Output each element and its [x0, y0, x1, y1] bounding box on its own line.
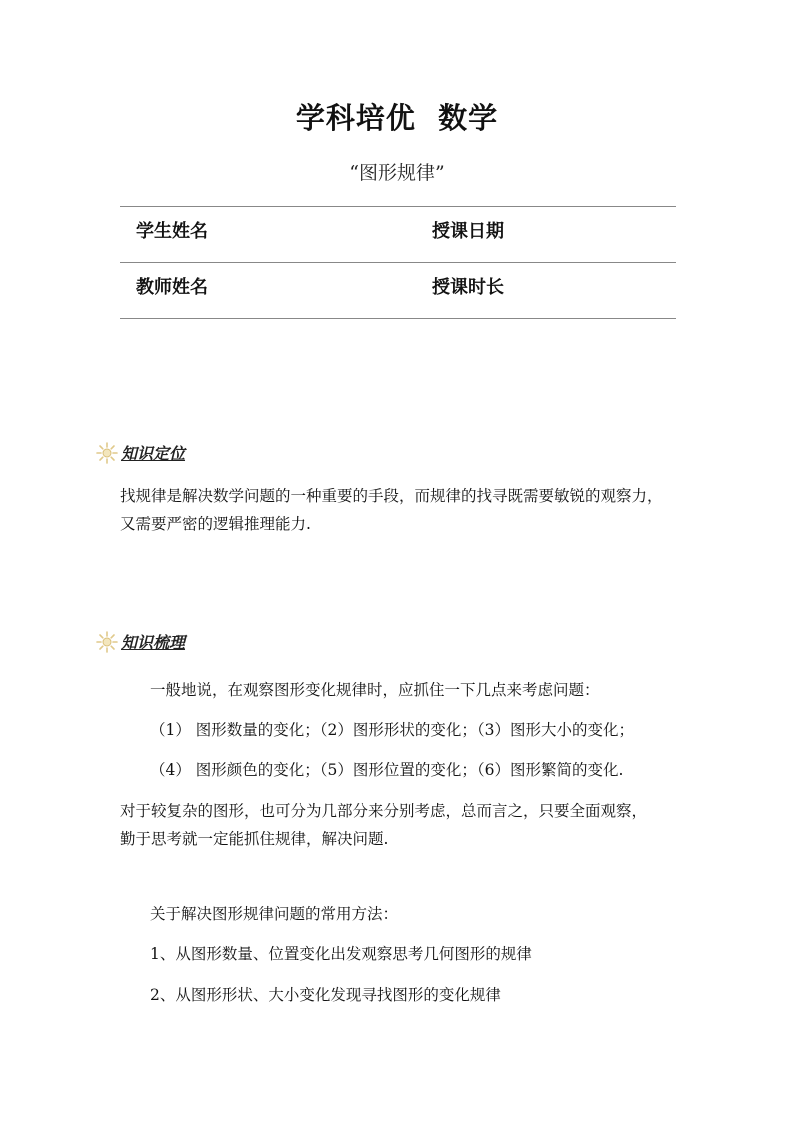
points-line: （1） 图形数量的变化；（2）图形形状的变化；（3）图形大小的变化； [150, 721, 635, 739]
points-line: （4） 图形颜色的变化；（5）图形位置的变化；（6）图形繁简的变化. [150, 761, 624, 779]
info-row-student [120, 206, 676, 262]
section-heading-text: 知识梳理 [121, 633, 186, 652]
info-row-teacher [120, 262, 676, 319]
method-item: 1、从图形数量、位置变化出发观察思考几何图形的规律 [150, 945, 532, 963]
paragraph-line: 找规律是解决数学问题的一种重要的手段，而规律的找寻既需要敏锐的观察力， [120, 487, 663, 505]
summary-line: 对于较复杂的图形，也可分为几部分来分别考虑，总而言之，只要全面观察， [120, 802, 648, 820]
summary-line: 勤于思考就一定能抓住规律，解决问题. [120, 830, 389, 848]
sun-icon [96, 631, 118, 653]
paragraph-line: 又需要严密的逻辑推理能力. [120, 515, 311, 533]
lesson-duration-label: 授课时长 [432, 277, 504, 298]
methods-intro: 关于解决图形规律问题的常用方法： [150, 905, 399, 923]
student-name-label: 学生姓名 [136, 221, 208, 242]
student-info-table [120, 206, 676, 319]
page-subtitle: “图形规律” [349, 162, 445, 184]
teacher-name-label: 教师姓名 [136, 277, 208, 298]
method-item: 2、从图形形状、大小变化发现寻找图形的变化规律 [150, 986, 501, 1004]
section-heading-positioning [96, 441, 185, 464]
paragraph-intro: 一般地说，在观察图形变化规律时，应抓住一下几点来考虑问题： [150, 681, 600, 699]
section-heading-review [96, 630, 185, 653]
page-title: 学科培优 数学 [295, 101, 499, 135]
section-heading-text: 知识定位 [121, 444, 186, 463]
sun-icon [96, 442, 118, 464]
lesson-date-label: 授课日期 [432, 221, 504, 242]
